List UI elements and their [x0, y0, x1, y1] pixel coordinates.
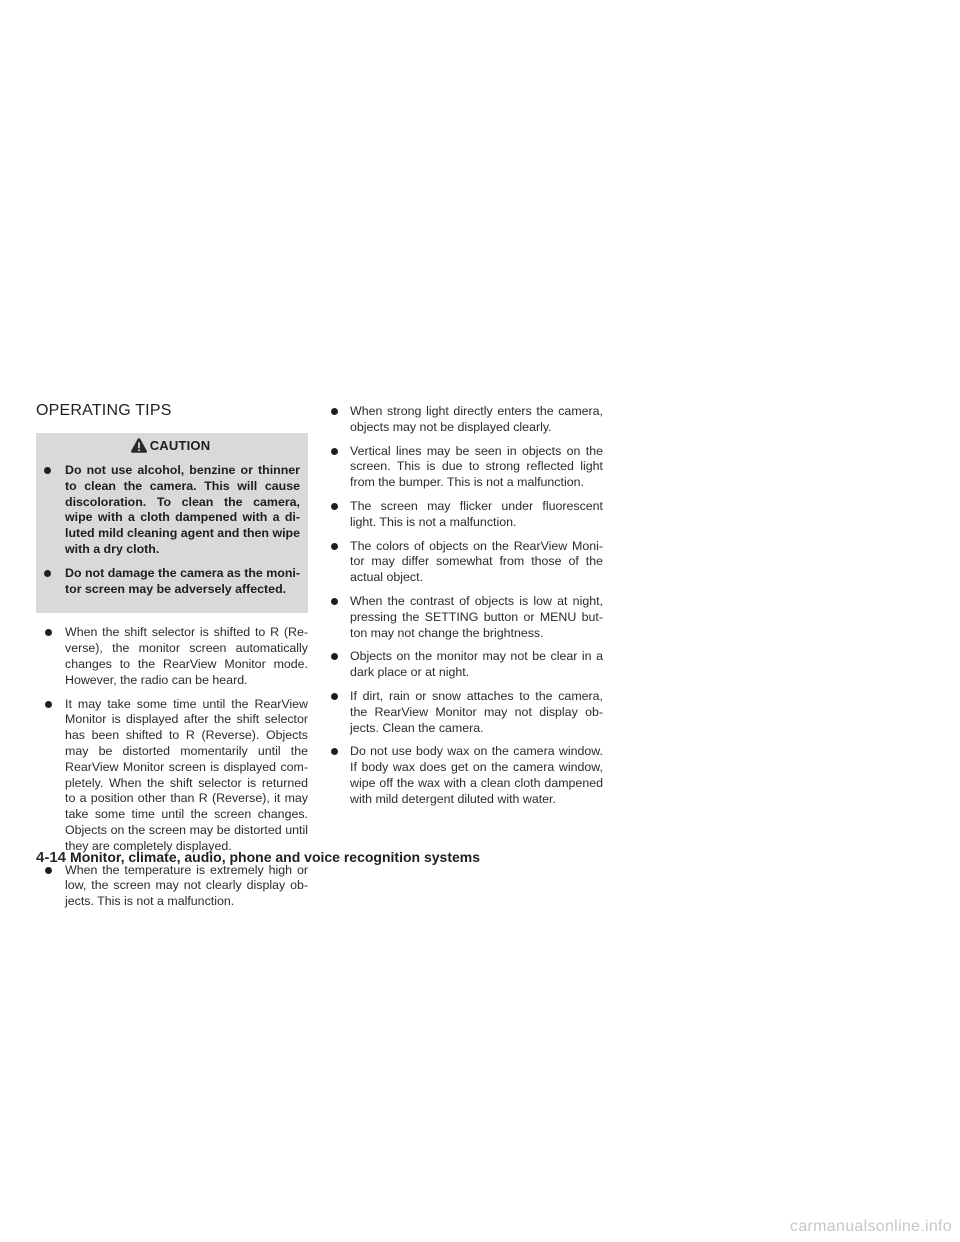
page-footer	[36, 849, 480, 866]
list-item: Vertical lines may be seen in objects on the screen. This is due to strong reflected light from the bumper. This is not a malfunction.	[325, 444, 603, 491]
caution-item: Do not use alcohol, benzine or thinner to clean the camera. This will cause discoloration. To clean the camera, wipe with a cloth dampened with a diluted mild cleaning agent and then wipe with a dry cloth.	[40, 463, 300, 558]
list-item: It may take some time until the RearView Monitor is displayed after the shift selector has been shifted to R (Reverse). Objects may be distorted momentarily until the RearView Monitor screen is displayed completely. When the shift selector is returned to a position other than R (Reverse), it may take some time until the screen changes. Objects on the screen may be distorted until they are completely displayed.	[36, 697, 308, 855]
list-item: If dirt, rain or snow attaches to the camera, the RearView Monitor may not display objects. Clean the camera.	[325, 689, 603, 736]
list-item: When the shift selector is shifted to R (Reverse), the monitor screen automatically changes to the RearView Monitor mode. However, the radio can be heard.	[36, 625, 308, 688]
list-item: When the contrast of objects is low at night, pressing the SETTING button or MENU button may not change the brightness.	[325, 594, 603, 641]
list-item: The screen may flicker under fluorescent light. This is not a malfunction.	[325, 499, 603, 531]
caution-list	[40, 463, 300, 597]
list-item: The colors of objects on the RearView Monitor may differ somewhat from those of the actual object.	[325, 539, 603, 586]
left-column	[36, 433, 308, 918]
list-item: Do not use body wax on the camera window. If body wax does get on the camera window, wipe off the wax with a clean cloth dampened with mild detergent diluted with water.	[325, 744, 603, 807]
warning-triangle-icon	[130, 437, 148, 454]
section-title: OPERATING TIPS	[36, 402, 172, 419]
left-tips-list	[36, 625, 308, 910]
page-number: 4-14	[36, 849, 67, 866]
right-column	[325, 404, 603, 816]
list-item: When strong light directly enters the camera, objects may not be displayed clearly.	[325, 404, 603, 436]
caution-label: CAUTION	[149, 438, 211, 453]
list-item: When the temperature is extremely high or low, the screen may not clearly display objects. This is not a malfunction.	[36, 863, 308, 910]
caution-box	[36, 433, 308, 613]
right-tips-list	[325, 404, 603, 808]
watermark: carmanualsonline.info	[790, 1218, 952, 1235]
caution-item: Do not damage the camera as the monitor screen may be adversely affected.	[40, 566, 300, 598]
caution-header	[40, 437, 300, 454]
footer-section-name: Monitor, climate, audio, phone and voice recognition systems	[70, 849, 480, 865]
list-item: Objects on the monitor may not be clear in a dark place or at night.	[325, 649, 603, 681]
